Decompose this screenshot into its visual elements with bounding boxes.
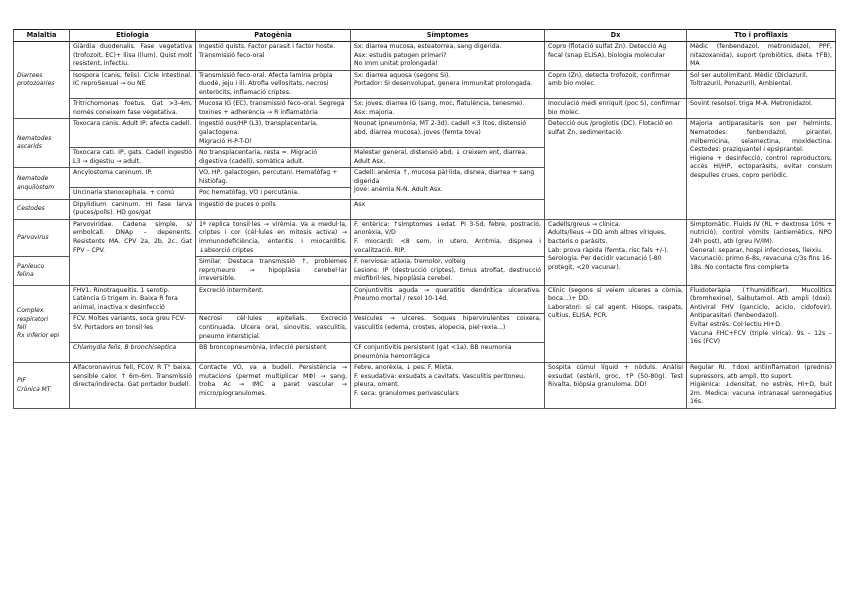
symptoms-text: Portador: SI desenvolupat, genera immunitat prolongada. bbox=[354, 80, 533, 88]
etiology-cell bbox=[70, 199, 196, 219]
disease-line: Parvovirus bbox=[17, 233, 49, 241]
pathogenesis-cell bbox=[196, 168, 351, 188]
pathogenesis-text: BB broncopneumònia, infecció persistent bbox=[199, 344, 327, 352]
table-row bbox=[14, 363, 836, 409]
symptoms-text: Febre, anorèxia, ↓ pes. F. Mixta. bbox=[354, 364, 454, 372]
symptoms-text: No imm unitat prolongada! bbox=[354, 60, 438, 68]
symptoms-text: Sx: joves, diarrea IG (sang, moc, flatulència, tenesme). bbox=[354, 100, 525, 108]
disease-line: anquilòstom bbox=[17, 183, 55, 191]
symptoms-text: Sx: diarrea mucosa, esteatorrea, sang digerida. bbox=[354, 43, 502, 51]
treatment-text: Fluidoteràpia (↑humidificar). Mucolítics (bromhexine), Salbutamol. Atb ampli (doxi). Antiviral FHV (ganciclo, aciclo, cidofovir). Antiparasitari (fenbendazol). bbox=[690, 286, 832, 320]
dx-text: Adults/lleus → DD amb altres víriques, bacteris o paràsits. bbox=[548, 229, 666, 246]
symptoms-text: Jove: anèmia N-N. Adult Asx. bbox=[354, 186, 443, 194]
treatment-text: General: separar, hospi infeccioses, lleixiu. bbox=[690, 246, 823, 254]
disease-line: Cestodes bbox=[17, 205, 45, 213]
etiology-cell bbox=[70, 219, 196, 285]
symptoms-cell bbox=[351, 285, 545, 314]
pathogenesis-text: Ingestió ous/HP (L3), transplacentaria, galactogena. bbox=[199, 120, 318, 137]
table-row bbox=[14, 219, 836, 256]
treatment-cell bbox=[687, 285, 836, 362]
disease-line: Rx inferior epi bbox=[17, 332, 60, 340]
symptoms-text: Asx: majoria. bbox=[354, 108, 395, 116]
pathogenesis-cell bbox=[196, 148, 351, 168]
symptoms-cell bbox=[351, 70, 545, 99]
disease-line: respiratori bbox=[17, 315, 49, 323]
symptoms-cell bbox=[351, 219, 545, 256]
pathogenesis-text: 1ª replica tonsil·les → virèmia. Va a medul·la, criptes i cor (cèl·lules en mitosis activa) → immunodeficiència, enteritis i miocarditis. ↓absorció criptes bbox=[199, 220, 347, 254]
treatment-text: Higiene + desinfecció, control reproductors, accés HI/HP, ectoparàsits, evitar consum despulles crues, copro periòdic. bbox=[690, 154, 832, 179]
etiology-cell bbox=[70, 343, 196, 363]
symptoms-text: Nounat (pneumònia, MT 2-3d), cadell <3 (tos, distensió abd, diarrea mucosa), joves (femta tova) bbox=[354, 120, 527, 137]
etiology-cell bbox=[70, 70, 196, 99]
treatment-text: Vacuna FHC+FCV (triple vírica). 9s – 12s – 16s (FCV) bbox=[690, 329, 832, 346]
dx-cell bbox=[545, 363, 687, 409]
document-page bbox=[13, 29, 835, 409]
dx-text: Lab: prova ràpida (femta, risc fals +/-). bbox=[548, 246, 669, 254]
symptoms-cell bbox=[351, 168, 545, 200]
etiology-text: Toxocara canis. Adult IP, afecta cadell. bbox=[73, 120, 192, 128]
symptoms-cell bbox=[351, 343, 545, 363]
disease-line: felina bbox=[17, 270, 34, 278]
symptoms-cell bbox=[351, 314, 545, 343]
etiology-text: Ancylostoma caninum. IP. bbox=[73, 169, 153, 177]
disease-cell bbox=[14, 219, 70, 256]
symptoms-text: Asx bbox=[354, 200, 366, 208]
symptoms-cell bbox=[351, 119, 545, 148]
pathogenesis-cell bbox=[196, 99, 351, 119]
etiology-cell bbox=[70, 168, 196, 188]
pathogenesis-text: No transplacentaria, resta =. Migració digestiva (cadell), somàtica adult. bbox=[199, 149, 318, 165]
disease-table bbox=[13, 29, 836, 409]
pathogenesis-cell bbox=[196, 363, 351, 409]
symptoms-text: Sx: diarrea aquosa (segons SI). bbox=[354, 71, 451, 79]
disease-cell bbox=[14, 363, 70, 409]
dx-text: Copro (flotació sulfat Zn). Detecció Ag fecal (snap ELISA), biologia molecular bbox=[548, 43, 667, 59]
pathogenesis-text: VO, HP, galactogen, percutani. Hematòfag + histiòfag. bbox=[199, 169, 338, 185]
dx-cell bbox=[545, 99, 687, 119]
table-row bbox=[14, 285, 836, 314]
pathogenesis-text: Transmissió feco-oral. Afecta lamina pròpia duodè, jeju i ili. Atrofia vellositats, necrosi enteròcits, inflamació criptes. bbox=[199, 71, 333, 96]
dx-cell bbox=[545, 119, 687, 219]
etiology-text: Parvoviridae. Cadena simple, s/ embolcall. DNAp – depenents. Resistents MA. CPV 2a, 2b, 2c. Gat FPV – CPV. bbox=[73, 220, 192, 254]
etiology-cell bbox=[70, 119, 196, 148]
disease-cell bbox=[14, 199, 70, 219]
pathogenesis-cell bbox=[196, 343, 351, 363]
treatment-cell bbox=[687, 42, 836, 71]
table-row bbox=[14, 119, 836, 148]
col-header-etiologia: Etiologia bbox=[70, 30, 196, 42]
treatment-text: Majoria antiparasitaris son per helmints. Nematodes: fenbendazol, pirantel, milbemicina, selamectina, moxidectina. Cestodes: praziquantel i epsiprantel. bbox=[690, 120, 832, 154]
disease-cell bbox=[14, 42, 70, 119]
pathogenesis-text: Poc hematòfag, VO i percutània. bbox=[199, 189, 299, 197]
etiology-cell bbox=[70, 148, 196, 168]
disease-line: Nematode bbox=[17, 175, 49, 183]
etiology-text: Toxocara cati. IP, gats. Cadell ingestió L3 → digestiu → adult. bbox=[73, 149, 192, 165]
pathogenesis-text: Similar. Destaca transmissió ↑, problemes repro/neuro → hipoplàsia cerebel·lar irreversible. bbox=[199, 258, 347, 283]
disease-line: PIF bbox=[17, 377, 26, 385]
etiology-text: Tritrichomonas foetus. Gat >3-4m, només coneixem fase vegetativa. bbox=[73, 100, 192, 116]
dx-text: Copro (Zn), detecta trofozoit, confirmar amb bio molec. bbox=[548, 71, 671, 88]
pathogenesis-cell bbox=[196, 188, 351, 200]
symptoms-text: F. entèrica: ↑símptomes ↓edat. PI 3-5d, febre, postració, anorèxia, V/D bbox=[354, 220, 541, 237]
dx-cell bbox=[545, 285, 687, 362]
etiology-cell bbox=[70, 99, 196, 119]
symptoms-text: F. nerviosa: atàxia, tremolor, volteig bbox=[354, 258, 466, 266]
dx-text: Cadells/greus → clínica. bbox=[548, 220, 621, 228]
disease-cell bbox=[14, 168, 70, 200]
treatment-text: Simptomàtic. Fluids IV (RL + dextrosa 10% + nutrició), control vòmits (antiemètics, NPO 24h post), atb (greu IV/IM). bbox=[690, 220, 832, 246]
etiology-text: Dipylidium caninum. HI fase larva (puces/polls). HD gos/gat bbox=[73, 200, 192, 217]
disease-cell bbox=[14, 119, 70, 168]
dx-text: Sospita cúmul líquid + nòduls. Anàlisi exsudat (estèril, groc, ↑P (50-80g). Test Rivalta, biòpsia granuloma. DD! bbox=[548, 364, 683, 389]
etiology-text: Chlamydia felis, B bronchiseptica bbox=[73, 344, 177, 352]
etiology-text: FHV1. Rinotraqueitis. 1 serotip. Latència G trigem in. Baixa R fora animal, inactiva x desinfecció bbox=[73, 286, 178, 311]
dx-cell bbox=[545, 219, 687, 285]
symptoms-cell bbox=[351, 199, 545, 219]
pathogenesis-cell bbox=[196, 119, 351, 148]
col-header-simptomes: Símptomes bbox=[351, 30, 545, 42]
etiology-text: Giàrdia duodenalis. Fase vegetativa (trofozoit, EC)+ llisa (llum). Quist molt resistent, infectiu. bbox=[73, 43, 192, 68]
treatment-cell bbox=[687, 119, 836, 219]
pathogenesis-cell bbox=[196, 257, 351, 286]
etiology-cell bbox=[70, 314, 196, 343]
col-header-malaltia: Malaltia bbox=[14, 30, 70, 42]
symptoms-cell bbox=[351, 99, 545, 119]
treatment-text: Sol ser autolimitant. Mèdic (Diclazuril, Toltrazuril, Ponazuril), Ambiental. bbox=[690, 71, 808, 88]
pathogenesis-cell bbox=[196, 42, 351, 71]
table-row bbox=[14, 99, 836, 119]
treatment-text: Higiènica: ↓densitat, no estrès, HI+D, buit 2m. Medica: vacuna intranasal seronegatius 16s. bbox=[690, 381, 832, 406]
etiology-text: Isospora (canis, felis). Cicle intestinal. IC reproSexual → ou NE bbox=[73, 71, 192, 88]
etiology-text: Alfacoronavirus felí, FCoV. R T° baixa, sensible calor. ↑ 6m-6m. Transmissió directa/indirecta. Gat portador budell. bbox=[73, 364, 192, 389]
col-header-dx: Dx bbox=[545, 30, 687, 42]
disease-line: Complex bbox=[17, 307, 44, 315]
table-row bbox=[14, 70, 836, 99]
etiology-cell bbox=[70, 285, 196, 314]
symptoms-text: Conjuntivitis aguda → queratitis dendrítica ulcerativa. Pneumo mortal / resol 10-14d. bbox=[354, 286, 541, 303]
dx-text: Detecció ous /proglotis (DC). Flotació en sulfat Zn, sedimentació. bbox=[548, 120, 673, 137]
treatment-cell bbox=[687, 363, 836, 409]
symptoms-text: F. exsudativa: exsudats a cavitats. Vasculitis peritoneu, pleura, oment. bbox=[354, 372, 526, 389]
symptoms-text: Asx: estudis patogen primari? bbox=[354, 51, 447, 59]
etiology-cell bbox=[70, 42, 196, 71]
disease-line: ascarids bbox=[17, 143, 42, 151]
treatment-text: Evitar estrès. Col·lectiu HI+D. bbox=[690, 320, 782, 328]
symptoms-cell bbox=[351, 42, 545, 71]
symptoms-text: CF conjuntivitis persistent (gat <1a). BB neumonia pneumònia hemorràgica bbox=[354, 344, 512, 360]
symptoms-text: Vesícules → ulceres. Soques hipervirulentes coixera, vasculitis (edema, crostes, alopecia, piel·rexia...) bbox=[354, 315, 541, 331]
symptoms-text: F. miocardi: <8 sem, in utero. Arritmia, dispnea i vocalització. RIP. bbox=[354, 238, 541, 254]
symptoms-cell bbox=[351, 363, 545, 409]
disease-cell bbox=[14, 257, 70, 286]
disease-line: felí bbox=[17, 323, 27, 331]
symptoms-cell bbox=[351, 148, 545, 168]
pathogenesis-text: Excreció intermitent. bbox=[199, 286, 264, 294]
disease-line: Crònica MT bbox=[17, 385, 51, 393]
dx-cell bbox=[545, 70, 687, 99]
pathogenesis-text: Migració H-P-T-D! bbox=[199, 137, 253, 145]
table-row bbox=[14, 42, 836, 71]
header-row bbox=[14, 30, 836, 42]
pathogenesis-text: Ingestió de puces o polls bbox=[199, 200, 276, 208]
treatment-cell bbox=[687, 219, 836, 285]
pathogenesis-cell bbox=[196, 219, 351, 256]
dx-text: Serologia. Per decidir vacunació (-80 protegit, <20 vacunar). bbox=[548, 255, 662, 271]
pathogenesis-cell bbox=[196, 314, 351, 343]
disease-line: Nematodes bbox=[17, 135, 52, 143]
etiology-text: FCV. Moltes variants, soca greu FCV-SV. Portadors en tonsil·les bbox=[73, 315, 186, 331]
col-header-patogenia: Patogènia bbox=[196, 30, 351, 42]
treatment-text: Regular RI. ↑doxi antiinflamatori (prednis) supressors, atb ampli, tto suport. bbox=[690, 364, 832, 380]
dx-text: Laboratori: si cal agent. Hisops, raspats, cultius, ELISA, PCR. bbox=[548, 303, 683, 320]
symptoms-text: Malestar general, distensió abd, ↓ creixem ent, diarrea. Adult Asx. bbox=[354, 149, 528, 165]
pathogenesis-cell bbox=[196, 285, 351, 314]
pathogenesis-text: Contacte VO, va a budell. Persistència → mutacions (permet multiplicar MΦ) → sang, troba Ac → IMC a paret vascular → micro/piogranulomes. bbox=[199, 364, 347, 397]
symptoms-text: Cadell: anèmia ↑, mucosa pàl·lida, disnea, diarrea + sang digerida bbox=[354, 169, 535, 185]
etiology-cell bbox=[70, 188, 196, 200]
symptoms-text: F. seca: granulomes perivasculars bbox=[354, 389, 459, 397]
symptoms-text: Lesions: IP (destrucció criptes), timus atrofiat, destrucció miofibril·les, hipoplàsia cerebel. bbox=[354, 266, 541, 283]
pathogenesis-cell bbox=[196, 199, 351, 219]
treatment-text: Sovint resolsol, triga M-A. Metronidazol. bbox=[690, 100, 813, 108]
etiology-text: Uncinaria stenocephala. + comú bbox=[73, 189, 175, 197]
col-header-tto: Tto i profilaxis bbox=[687, 30, 836, 42]
treatment-cell bbox=[687, 99, 836, 119]
disease-line: protozoaries bbox=[17, 80, 55, 88]
disease-line: Diarrees bbox=[17, 72, 43, 80]
disease-cell bbox=[14, 285, 70, 362]
dx-cell bbox=[545, 42, 687, 71]
dx-text: Clínic (segons si veiem ulceres a còrnia, boca...)+ DD. bbox=[548, 286, 683, 303]
treatment-text: Vacunació: primo 6-8s, revacuna c/3s fins 16-18s. No contacte fins complerta bbox=[690, 255, 832, 271]
etiology-cell bbox=[70, 363, 196, 409]
pathogenesis-text: Mucosa IG (EC), transmissió feco-oral. Segrega toxines + adherència → R inflamatòria bbox=[199, 100, 345, 116]
treatment-cell bbox=[687, 70, 836, 99]
pathogenesis-text: Necrosi cèl·lules epitelials. Excreció continuada. Ulcera oral, sinovitis, vasculitis, pneumo intersticial. bbox=[199, 315, 347, 340]
pathogenesis-text: Ingestió quists. Factor parasit i factor hoste. Transmissió feco-oral bbox=[199, 43, 336, 59]
symptoms-cell bbox=[351, 257, 545, 286]
pathogenesis-cell bbox=[196, 70, 351, 99]
dx-text: Inoculació medi enriquit (poc S), confirmar bio molec. bbox=[548, 100, 681, 116]
treatment-text: Mèdic (fenbendazol, metronidazol, PPF, nitazoxanida), suport (probiòtics, dieta ↑FB), MA bbox=[690, 43, 832, 68]
disease-line: Panleuco bbox=[17, 262, 45, 270]
